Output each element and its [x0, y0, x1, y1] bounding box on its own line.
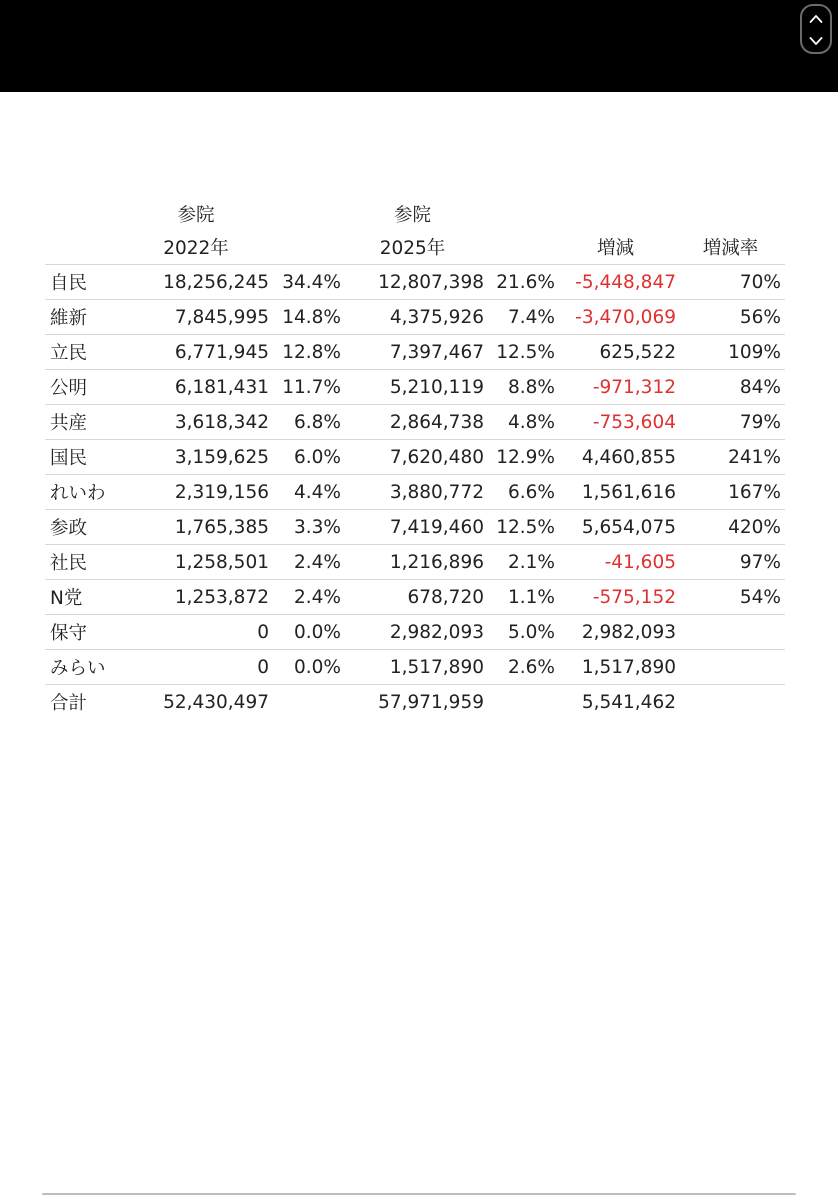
header-2025-chamber: 参院	[393, 204, 431, 226]
total-row	[45, 685, 785, 720]
votes-2022: 1,253,872	[123, 580, 269, 615]
party-name: 公明	[45, 370, 123, 405]
header-2025-year: 2025年	[379, 238, 446, 259]
total-label: 合計	[45, 685, 123, 720]
empty-cell	[676, 685, 785, 720]
diff-rate	[676, 615, 785, 650]
table-row	[45, 440, 785, 475]
table-row	[45, 335, 785, 370]
share-2025: 5.0%	[484, 615, 555, 650]
chevron-up-icon	[809, 14, 823, 24]
votes-2025: 2,864,738	[341, 405, 484, 440]
header-2022-year: 2022年	[163, 238, 229, 259]
share-2022: 0.0%	[269, 650, 341, 685]
top-bar	[0, 0, 838, 92]
votes-2025: 7,397,467	[341, 335, 484, 370]
total-votes-2025: 57,971,959	[341, 685, 484, 720]
share-2025: 12.5%	[484, 510, 555, 545]
total-diff: 5,541,462	[555, 685, 676, 720]
table-row	[45, 475, 785, 510]
party-name: 国民	[45, 440, 123, 475]
table-row	[45, 300, 785, 335]
votes-2025: 12,807,398	[341, 265, 484, 300]
share-2022: 2.4%	[269, 545, 341, 580]
share-2025: 2.1%	[484, 545, 555, 580]
header-row-2	[45, 230, 785, 265]
empty-cell	[269, 685, 341, 720]
votes-2022: 3,618,342	[123, 405, 269, 440]
next-button[interactable]	[802, 29, 830, 52]
votes-table	[45, 197, 785, 719]
votes-diff: -971,312	[555, 370, 676, 405]
votes-2025: 1,216,896	[341, 545, 484, 580]
party-name: 共産	[45, 405, 123, 440]
share-2022: 6.0%	[269, 440, 341, 475]
share-2025: 7.4%	[484, 300, 555, 335]
table-row	[45, 510, 785, 545]
party-name: N党	[45, 580, 123, 615]
header-diff: 増減	[596, 238, 634, 259]
share-2025: 2.6%	[484, 650, 555, 685]
votes-2025: 5,210,119	[341, 370, 484, 405]
party-name: 立民	[45, 335, 123, 370]
party-name: 保守	[45, 615, 123, 650]
total-votes-2022: 52,430,497	[123, 685, 269, 720]
diff-rate: 84%	[676, 370, 785, 405]
share-2025: 21.6%	[484, 265, 555, 300]
votes-2022: 6,181,431	[123, 370, 269, 405]
votes-2025: 4,375,926	[341, 300, 484, 335]
diff-rate: 241%	[676, 440, 785, 475]
votes-2022: 1,258,501	[123, 545, 269, 580]
table-row	[45, 580, 785, 615]
party-name: れいわ	[45, 475, 123, 510]
party-name: 参政	[45, 510, 123, 545]
share-2022: 4.4%	[269, 475, 341, 510]
diff-rate	[676, 650, 785, 685]
share-2025: 12.9%	[484, 440, 555, 475]
votes-2025: 3,880,772	[341, 475, 484, 510]
votes-2025: 7,419,460	[341, 510, 484, 545]
share-2022: 2.4%	[269, 580, 341, 615]
party-name: みらい	[45, 650, 123, 685]
diff-rate: 97%	[676, 545, 785, 580]
diff-rate: 56%	[676, 300, 785, 335]
diff-rate: 420%	[676, 510, 785, 545]
table-row	[45, 545, 785, 580]
header-rate: 増減率	[702, 238, 759, 259]
votes-diff: -41,605	[555, 545, 676, 580]
empty-cell	[484, 685, 555, 720]
votes-2022: 18,256,245	[123, 265, 269, 300]
share-2022: 3.3%	[269, 510, 341, 545]
votes-diff: 1,561,616	[555, 475, 676, 510]
share-2022: 14.8%	[269, 300, 341, 335]
votes-diff: -3,470,069	[555, 300, 676, 335]
table-row	[45, 265, 785, 300]
share-2022: 34.4%	[269, 265, 341, 300]
votes-diff: 2,982,093	[555, 615, 676, 650]
votes-2022: 0	[123, 615, 269, 650]
share-2022: 12.8%	[269, 335, 341, 370]
party-name: 社民	[45, 545, 123, 580]
votes-2025: 678,720	[341, 580, 484, 615]
diff-rate: 167%	[676, 475, 785, 510]
table-row	[45, 370, 785, 405]
votes-2025: 2,982,093	[341, 615, 484, 650]
votes-diff: -575,152	[555, 580, 676, 615]
table-row	[45, 615, 785, 650]
votes-2022: 7,845,995	[123, 300, 269, 335]
votes-2022: 1,765,385	[123, 510, 269, 545]
horizontal-scrollbar[interactable]	[42, 1193, 796, 1195]
share-2025: 1.1%	[484, 580, 555, 615]
previous-button[interactable]	[802, 7, 830, 30]
page-navigation-control	[800, 4, 832, 54]
header-row-1	[45, 197, 785, 230]
share-2022: 11.7%	[269, 370, 341, 405]
votes-diff: 4,460,855	[555, 440, 676, 475]
votes-diff: -753,604	[555, 405, 676, 440]
votes-diff: -5,448,847	[555, 265, 676, 300]
votes-2022: 0	[123, 650, 269, 685]
party-name: 維新	[45, 300, 123, 335]
votes-2025: 1,517,890	[341, 650, 484, 685]
share-2025: 6.6%	[484, 475, 555, 510]
share-2022: 6.8%	[269, 405, 341, 440]
diff-rate: 70%	[676, 265, 785, 300]
votes-diff: 5,654,075	[555, 510, 676, 545]
votes-2022: 2,319,156	[123, 475, 269, 510]
table-row	[45, 405, 785, 440]
diff-rate: 54%	[676, 580, 785, 615]
party-name: 自民	[45, 265, 123, 300]
share-2022: 0.0%	[269, 615, 341, 650]
header-2022-chamber: 参院	[177, 204, 215, 226]
diff-rate: 109%	[676, 335, 785, 370]
share-2025: 4.8%	[484, 405, 555, 440]
chevron-down-icon	[809, 36, 823, 46]
share-2025: 12.5%	[484, 335, 555, 370]
votes-2022: 6,771,945	[123, 335, 269, 370]
votes-diff: 625,522	[555, 335, 676, 370]
votes-diff: 1,517,890	[555, 650, 676, 685]
table-row	[45, 650, 785, 685]
share-2025: 8.8%	[484, 370, 555, 405]
diff-rate: 79%	[676, 405, 785, 440]
votes-2022: 3,159,625	[123, 440, 269, 475]
votes-2025: 7,620,480	[341, 440, 484, 475]
